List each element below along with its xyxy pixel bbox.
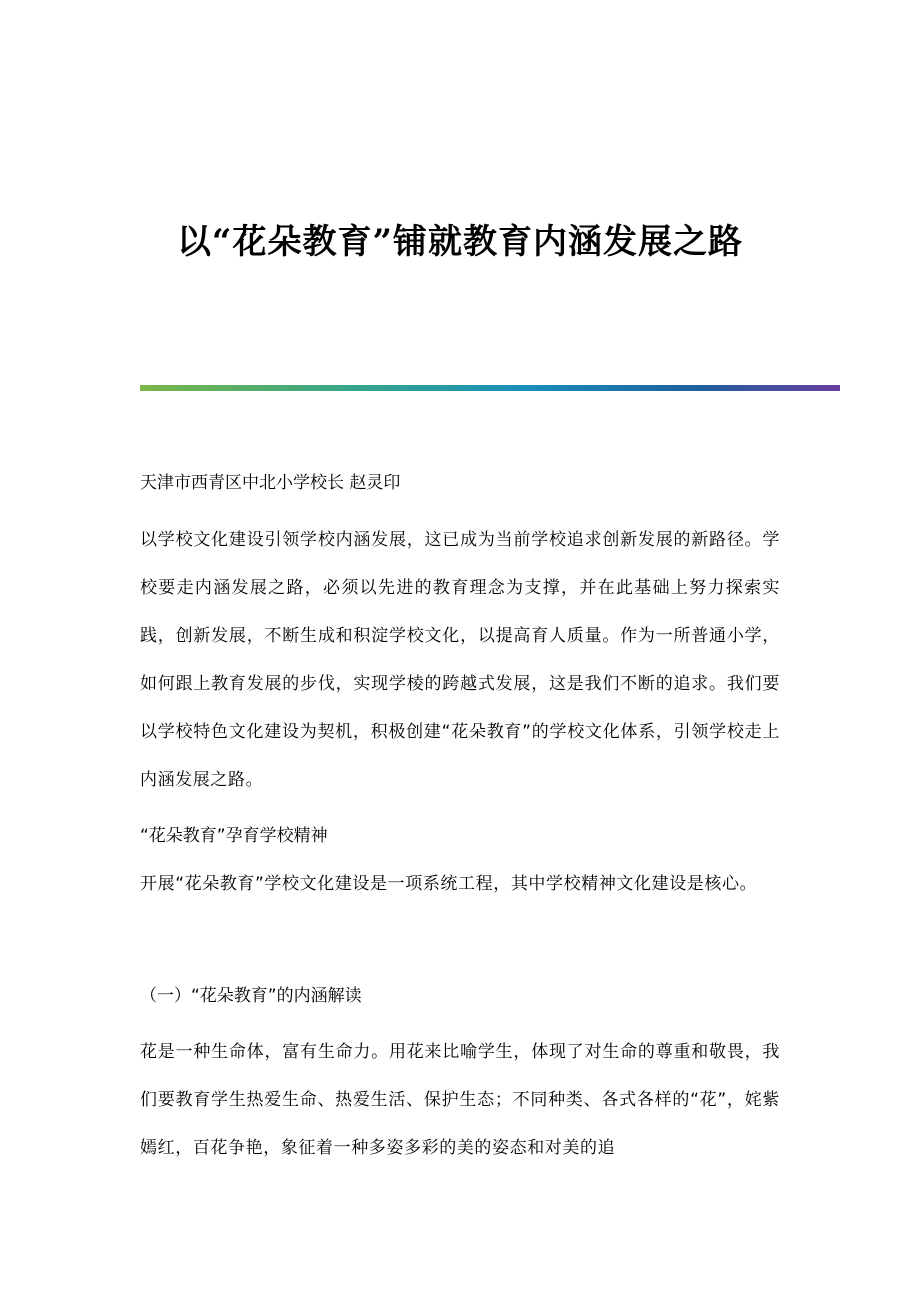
section-heading: “花朵教育”孕育学校精神 (140, 826, 328, 846)
subsection-paragraph: 花是一种生命体，富有生命力。用花来比喻学生，体现了对生命的尊重和敬畏，我们要教育学生热爱生命、热爱生活、保护生态；不同种类、各式各样的“花”，姹紫嫣红，百花争艳，象征着一种多姿多彩的美的姿态和对美的追 (140, 1042, 780, 1158)
section-paragraph: 开展“花朵教育”学校文化建设是一项系统工程，其中学校精神文化建设是核心。 (140, 874, 758, 894)
author-line: 天津市西青区中北小学校长 赵灵印 (140, 473, 401, 493)
subsection-heading: （一）“花朵教育”的内涵解读 (140, 986, 362, 1006)
title-divider-bar (140, 385, 840, 391)
document-title: 以“花朵教育”铺就教育内涵发展之路 (176, 222, 744, 262)
intro-paragraph: 以学校文化建设引领学校内涵发展，这已成为当前学校追求创新发展的新路径。学校要走内涵发展之路，必须以先进的教育理念为支撑，并在此基础上努力探索实践，创新发展，不断生成和积淀学校文化，以提高育人质量。作为一所普通小学，如何跟上教育发展的步伐，实现学棱的跨越式发展，这是我们不断的追求。我们要以学校特色文化建设为契机，积极创建“花朵教育”的学校文化体系，引领学校走上内涵发展之路。 (140, 530, 780, 790)
